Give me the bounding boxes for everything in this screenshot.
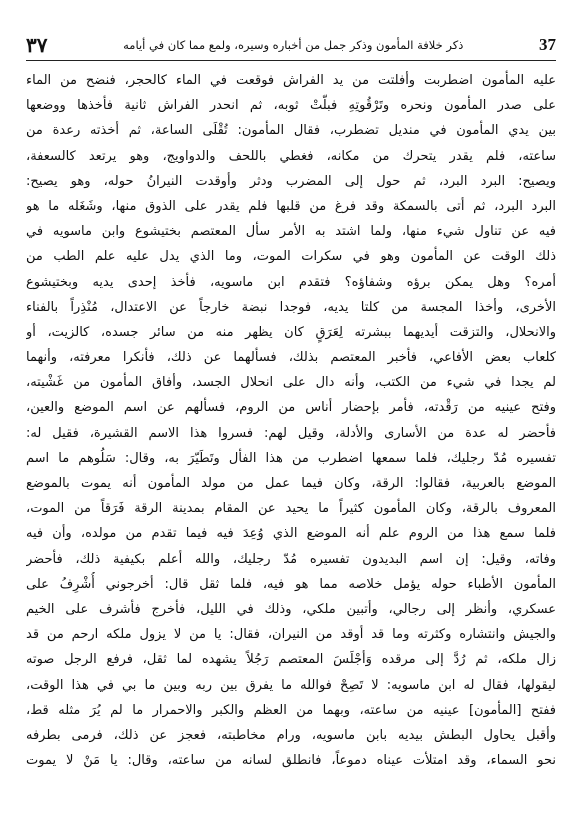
- text-line: والانحلال، والتزقت أيديهما ببشرته لِعَرَقٍ كان يظهر منه من سائر جسده، كالزيت، أو: [26, 324, 556, 340]
- page-number-arabic: ٣٧: [26, 33, 48, 57]
- text-line: تفسيره مُدّ رجليك، فلما سمعها اضطرب من هذا الفأل وتَطَيّرَ به، وقال: سَلُوهم ما اسم: [26, 450, 556, 466]
- text-line: فأحضر له عدة من الأسارى والأدلة، وقيل لهم: فسروا هذا الاسم القشيرة، فقيل له:: [26, 425, 556, 441]
- text-line: ليقولها، فقال له ابن ماسويه: لا تَصِحْ فوالله ما يفرق بين ربه وبين ما بي في هذا الوقت،: [26, 677, 556, 693]
- text-line: وأقبل يحاول البطش بيديه بابن ماسويه، ورام مخاطبته، فعجز عن ذلك، فرمى بطرفه: [26, 727, 556, 743]
- page-header: [26, 30, 556, 61]
- text-line: ويصيح: البرد البرد، ثم حول إلى المضرب ودثر وأوقدت النيرانُ حوله، وهو يصيح:: [26, 173, 556, 189]
- text-line: عسكري، وأنظر إلى رجالي، وأتبين ملكي، وذلك في الليل، فأخرج فأشرف على الخيم: [26, 601, 556, 617]
- text-line: عليه المأمون اضطربت وأفلتت من يد الفراش فوقعت في الماء كالحجر، فنضح من الماء: [26, 73, 556, 88]
- text-line: نحو السماء، وقد امتلأت عيناه دموعاً، فانطلق لسانه من ساعته، وقال: يا مَنْ لا يموت: [26, 753, 556, 769]
- text-line: بين يدي المأمون في منديل تضطرب، فقال المأمون: تُقْلَى الساعة، ثم أخذته رعدة من: [26, 123, 556, 139]
- text-line: وفتح عينيه من رَقْدته، فأمر بإحضار أناس من الروم، فسألهم عن اسم الموضع والعين،: [26, 400, 556, 416]
- body-text: [26, 68, 556, 773]
- text-line: البرد البرد، ثم أتى بالسمكة وقد فرغ من قلبها فلم يقدر على الذوق منها، وشَغَله ما هو: [26, 198, 556, 214]
- text-line: والجيش وانتشاره وكثرته وما قد أوقد من النيران، فقال: يا من لا يزول ملكه ارحم من قد: [26, 627, 556, 643]
- text-line: لم يجدا في شيء من الكتب، وأنه دال على انحلال الجسد، وأفاق المأمون من غَشْيته،: [26, 375, 556, 391]
- page-number: 37: [538, 35, 556, 54]
- text-line: على صدر المأمون ونحره وتَرْقُوتِهِ فبلّتْ ثوبه، ثم انحدر الفراش ثانية فأخذها ووضعها: [26, 98, 556, 114]
- running-title: ذكر خلافة المأمون وذكر جمل من أخباره وسيره، ولمع مما كان في أيامه: [123, 38, 464, 52]
- text-line: زال ملكه، ثم رُدَّ إلى مرقده وَأجْلَسَ المعتصم رَجُلاً يشهده لما ثقل، فرفع الرجل صوته: [26, 652, 556, 668]
- text-line: ففتح [المأمون] عينيه من ساعته، وبهما من العظم والكبر والاحمرار ما لم يُرَ مثله قط،: [26, 702, 556, 718]
- text-line: كلعاب بعض الأفاعي، فأخبر المعتصم بذلك، فسألهما عن ذلك، فأنكرا معرفته، وأنهما: [26, 350, 556, 366]
- text-line: الموضع بالعربية، فقالوا: الرقة، وكان فيما عمل من مولد المأمون أنه يموت بالموضع: [26, 476, 556, 491]
- text-line: وفاته، وقيل: إن اسم البديدون تفسيره مُدّ رجليك، والله أعلم بكيفية ذلك، فأحضر: [26, 551, 556, 567]
- text-line: ذلك الوقت عن المأمون وهو في سكرات الموت، وما الذي يدل عليه علم الطب من: [26, 249, 556, 265]
- text-line: ساعته، فلم يقدر يتحرك من مكانه، فغطي باللحف والدواويج، وهو يرتعد كالسعفة،: [26, 148, 556, 164]
- text-line: الأخرى، وأخذا المجسة من كلتا يديه، فوجدا نبضة خارجاً عن الاعتدال، مُنْذِراً بالفناء: [26, 299, 556, 315]
- text-line: المأمون الأطباء حوله يؤمل خلاصه مما هو فيه، فلما ثقل قال: أخرجوني أُشْرِفُ على: [26, 576, 556, 592]
- text-line: أمره؟ وهل يمكن برؤه وشفاؤه؟ فتقدم ابن ماسويه، فأخذ إحدى يديه وبختيشوع: [26, 274, 556, 290]
- text-line: فيه عن تناول شيء منها، ولما اشتد به الأمر سأل المعتصم بختيشوع وابن ماسويه في: [26, 224, 556, 240]
- text-line: فلما سمع هذا من الروم علم أنه الموضع الذي وُعِدَ فيه فيما تقدم من مولده، وأن فيه: [26, 526, 556, 542]
- text-line: المعروف بالرقة، وكان المأمون كثيراً ما يحيد عن المقام بمدينة الرقة فَرَقاً من الموت،: [26, 501, 556, 517]
